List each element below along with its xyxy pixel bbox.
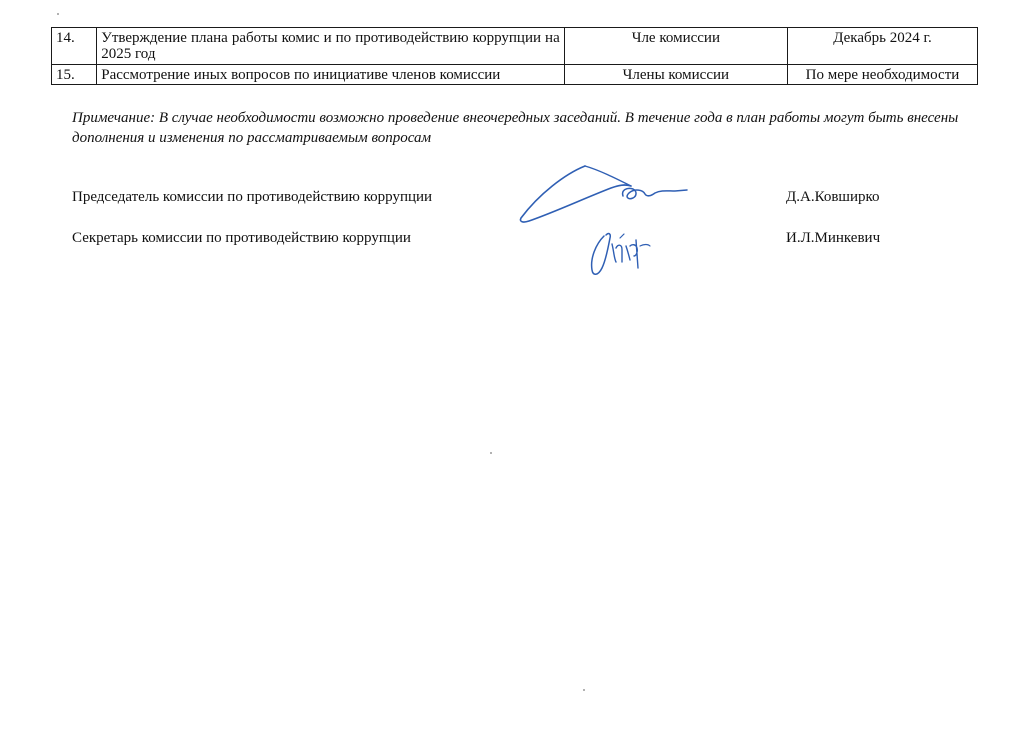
row-responsible: Члены комиссии [564,65,787,85]
table-row [52,28,978,65]
scan-speck [583,689,585,691]
signatory-title: Секретарь комиссии по противодействию коррупции [72,230,411,246]
note-paragraph: Примечание: В случае необходимости возможно проведение внеочередных заседаний. В течение года в план работы могут быть внесены дополнения и изменения по рассматриваемым вопросам [72,110,959,146]
row-topic: Утверждение плана работы комис и по противодействию коррупции на 2025 год [97,28,565,65]
row-topic: Рассмотрение иных вопросов по инициативе членов комиссии [97,65,565,85]
row-responsible: Чле комиссии [564,28,787,65]
handwritten-signature-secretary [582,222,662,280]
handwritten-signature-chairman [515,160,690,230]
table-row [52,65,978,85]
signatory-name: И.Л.Минкевич [786,230,881,246]
plan-table [51,27,978,85]
row-number: 14. [52,28,97,65]
scan-speck [490,452,492,454]
signatory-title: Председатель комиссии по противодействию коррупции [72,189,433,205]
row-deadline: По мере необходимости [787,65,977,85]
row-deadline: Декабрь 2024 г. [787,28,977,65]
scan-speck [57,13,59,15]
signatory-name: Д.А.Ковширко [786,189,880,205]
row-number: 15. [52,65,97,85]
